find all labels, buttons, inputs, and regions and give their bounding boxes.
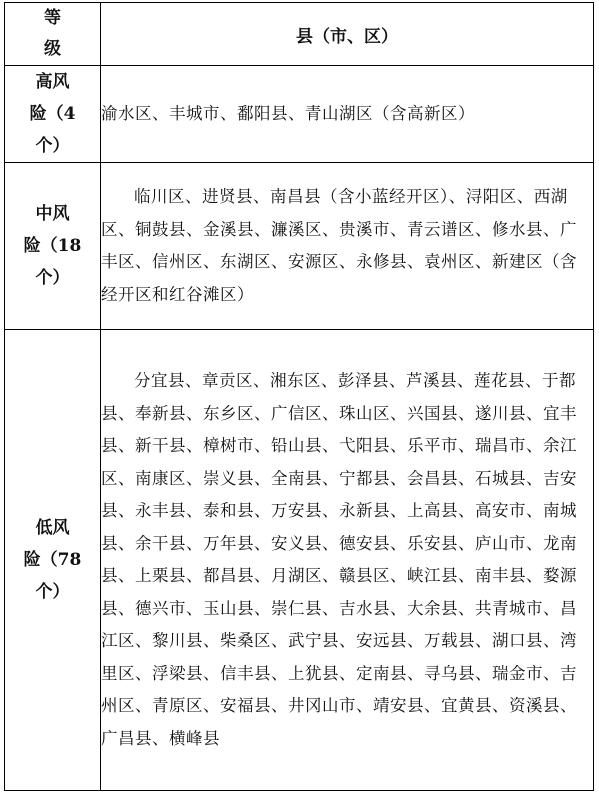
county-name: 会昌县: [407, 468, 458, 488]
county-name: 兴国县: [407, 403, 458, 423]
county-name: 资溪县: [509, 696, 560, 715]
list-separator: 、: [458, 566, 475, 585]
list-separator: 、: [475, 219, 492, 239]
county-name: 瑞金市: [492, 663, 543, 683]
list-separator: 、: [322, 436, 339, 455]
list-separator: 、: [458, 598, 475, 618]
county-name: 高安市: [475, 501, 526, 520]
list-separator: 、: [458, 436, 475, 455]
list-separator: 、: [135, 631, 152, 650]
list-separator: 、: [135, 252, 152, 271]
list-separator: 、: [254, 468, 271, 488]
list-separator: 、: [135, 696, 152, 715]
county-name: 吉州区: [101, 663, 577, 715]
county-name: 安源区: [288, 252, 339, 271]
county-name: 章贡区: [202, 371, 253, 390]
level-cell-high: [5, 66, 101, 163]
county-name: 南丰县: [475, 566, 526, 585]
county-name: 广昌县: [101, 728, 152, 748]
county-name: 共青城市: [475, 598, 543, 618]
county-name: 庐山市: [475, 533, 526, 553]
county-name: 奉新县: [135, 403, 186, 423]
county-name: 樟树市: [203, 436, 254, 455]
list-separator: 、: [186, 533, 203, 553]
list-separator: 、: [118, 468, 135, 488]
list-separator: 、: [271, 663, 288, 683]
county-name: 信州区: [152, 252, 203, 271]
list-separator: 、: [118, 403, 135, 423]
list-separator: 、: [203, 631, 220, 650]
county-name: 月湖区: [271, 566, 322, 585]
county-name: 于都县: [101, 371, 576, 423]
county-name: 全南县: [271, 468, 322, 488]
list-separator: 、: [407, 252, 424, 271]
list-separator: 、: [254, 219, 271, 239]
list-separator: 、: [254, 598, 271, 618]
county-name: 万载县: [424, 631, 475, 650]
county-name: 寻乌县: [424, 663, 475, 683]
county-name: 东湖区: [220, 252, 271, 271]
list-separator: 、: [543, 663, 560, 683]
county-name: 青云谱区: [407, 219, 475, 239]
list-separator: 、: [322, 566, 339, 585]
list-separator: 、: [118, 598, 135, 618]
county-name: 丰城市: [169, 103, 220, 123]
header-county-cell: 县（市、区）: [101, 3, 594, 66]
risk-level-table: [4, 2, 594, 791]
list-separator: 、: [220, 103, 237, 123]
county-name: 吉水县: [339, 598, 390, 618]
header-row: [5, 3, 594, 66]
counties-cell-high: [101, 66, 594, 163]
county-name: 余江区: [101, 436, 577, 488]
county-name: 青原区: [152, 696, 203, 715]
list-separator: 、: [322, 403, 339, 423]
list-separator: 、: [475, 663, 492, 683]
level-label-line: 个）: [35, 582, 70, 602]
county-name: 铜鼓县: [135, 219, 186, 239]
list-separator: 、: [339, 663, 356, 683]
list-separator: 、: [186, 598, 203, 618]
county-name: 湾里区: [101, 631, 577, 683]
county-name: 泰和县: [203, 501, 254, 520]
list-separator: 、: [526, 566, 543, 585]
level-label-line: 险（18: [23, 236, 82, 256]
list-separator: 、: [390, 219, 407, 239]
list-separator: 、: [457, 371, 474, 390]
header-level-cell: [5, 3, 101, 66]
row-low-risk: [5, 330, 594, 791]
county-name: 黎川县: [152, 631, 203, 650]
list-separator: 、: [254, 436, 271, 455]
list-separator: 、: [118, 436, 135, 455]
level-label-line: 中风: [35, 204, 70, 224]
county-name: 武宁县: [288, 631, 339, 650]
list-separator: 、: [339, 631, 356, 650]
list-separator: 、: [407, 631, 424, 650]
list-separator: 、: [322, 219, 339, 239]
list-separator: 、: [186, 436, 203, 455]
list-separator: 、: [186, 219, 203, 239]
county-name: 永修县: [356, 252, 407, 271]
list-separator: 、: [560, 696, 577, 715]
list-separator: 、: [356, 696, 373, 715]
county-name: 崇仁县: [271, 598, 322, 618]
county-name: 昌江区: [101, 598, 577, 650]
county-name: 万安县: [271, 501, 322, 520]
county-name: 弋阳县: [339, 436, 390, 455]
county-name: 德安县: [339, 533, 390, 553]
county-name: 分宜县: [134, 371, 185, 390]
list-separator: 、: [322, 501, 339, 520]
county-name: 上栗县: [135, 566, 186, 585]
list-separator: 、: [543, 598, 560, 618]
list-separator: 、: [135, 663, 152, 683]
list-separator: 、: [448, 187, 466, 206]
county-name: 珠山区: [339, 403, 390, 423]
list-separator: 、: [492, 696, 509, 715]
county-name: 铅山县: [271, 436, 322, 455]
county-name: 进贤县: [202, 187, 253, 206]
list-separator: 、: [203, 663, 220, 683]
county-name: 玉山县: [203, 598, 254, 618]
level-label-line: 个）: [35, 136, 70, 156]
county-name: 婺源县: [101, 566, 577, 618]
list-separator: 、: [322, 533, 339, 553]
list-separator: 、: [254, 403, 271, 423]
list-separator: 、: [526, 533, 543, 553]
county-name: 赣县区: [339, 566, 390, 585]
county-name: 湖口县: [492, 631, 543, 650]
county-name: 大余县: [407, 598, 458, 618]
county-name: 安福县: [220, 696, 271, 715]
county-name: 石城县: [475, 468, 526, 488]
county-name: 广丰区: [101, 219, 577, 271]
counties-cell-low: [101, 330, 594, 791]
county-name: 浔阳区: [465, 187, 517, 206]
county-name: 宁都县: [339, 468, 390, 488]
list-separator: 、: [526, 436, 543, 455]
level-label-line: 险（78: [23, 550, 82, 570]
list-separator: 、: [186, 468, 203, 488]
county-name: 柴桑区: [220, 631, 271, 650]
county-name: 安义县: [271, 533, 322, 553]
county-name: 南城县: [101, 501, 577, 553]
county-name: 濂溪区: [271, 219, 322, 239]
list-separator: 、: [186, 566, 203, 585]
row-medium-risk: [5, 163, 594, 330]
county-name: 莲花县: [474, 371, 525, 390]
county-name: 临川区: [134, 187, 185, 206]
level-cell-low: [5, 330, 101, 791]
county-name: 吉安县: [101, 468, 577, 520]
county-name: 崇义县: [203, 468, 254, 488]
list-separator: 、: [321, 371, 338, 390]
level-label-line: 低风: [35, 518, 70, 538]
county-name: 彭泽县: [338, 371, 389, 390]
list-separator: 、: [118, 533, 135, 553]
list-separator: 、: [458, 501, 475, 520]
list-separator: 、: [390, 501, 407, 520]
list-separator: 、: [271, 252, 288, 271]
county-name: 瑞昌市: [475, 436, 526, 455]
county-name: 都昌县: [203, 566, 254, 585]
list-separator: 、: [185, 187, 202, 206]
level-label-line: 险（4: [29, 104, 76, 124]
county-name: 宜丰县: [101, 403, 577, 455]
county-name: 鄱阳县: [237, 103, 288, 123]
county-name: 乐平市: [407, 436, 458, 455]
county-name: 西湖区: [101, 187, 568, 239]
county-name: 永新县: [339, 501, 390, 520]
county-name: 修水县: [492, 219, 543, 239]
county-name: 袁州区: [424, 252, 475, 271]
list-separator: 、: [186, 501, 203, 520]
level-label-line: 个）: [35, 268, 70, 288]
list-separator: 、: [390, 403, 407, 423]
list-separator: 、: [390, 533, 407, 553]
list-separator: 、: [118, 566, 135, 585]
county-name: 井冈山市: [288, 696, 356, 715]
list-separator: 、: [516, 187, 534, 206]
list-separator: 、: [390, 566, 407, 585]
county-name: 永丰县: [135, 501, 186, 520]
list-separator: 、: [254, 533, 271, 553]
list-separator: 、: [407, 663, 424, 683]
county-name: 上犹县: [288, 663, 339, 683]
list-separator: 、: [253, 187, 270, 206]
county-name: 乐安县: [407, 533, 458, 553]
list-separator: 、: [288, 103, 305, 123]
county-name: 遂川县: [475, 403, 526, 423]
list-separator: 、: [339, 252, 356, 271]
county-name: 上高县: [407, 501, 458, 520]
county-name: 靖安县: [373, 696, 424, 715]
list-separator: 、: [390, 468, 407, 488]
list-separator: 、: [525, 371, 542, 390]
county-name: 安远县: [356, 631, 407, 650]
county-name: 芦溪县: [406, 371, 457, 390]
county-name: 贵溪市: [339, 219, 390, 239]
county-name: 南昌县（含小蓝经开区）: [270, 187, 449, 206]
list-separator: 、: [475, 252, 492, 271]
county-name: 金溪县: [203, 219, 254, 239]
county-name: 湘东区: [270, 371, 321, 390]
list-separator: 、: [118, 501, 135, 520]
list-separator: 、: [526, 403, 543, 423]
county-name: 龙南县: [101, 533, 577, 585]
list-separator: 、: [322, 598, 339, 618]
list-separator: 、: [152, 103, 169, 123]
county-name: 南康区: [135, 468, 186, 488]
list-separator: 、: [526, 501, 543, 520]
list-separator: 、: [322, 468, 339, 488]
list-separator: 、: [526, 468, 543, 488]
list-separator: 、: [254, 566, 271, 585]
list-separator: 、: [543, 631, 560, 650]
list-separator: 、: [424, 696, 441, 715]
list-separator: 、: [186, 403, 203, 423]
county-name: 青山湖区（含高新区）: [305, 103, 475, 123]
list-separator: 、: [203, 252, 220, 271]
county-name: 宜黄县: [441, 696, 492, 715]
list-separator: 、: [390, 436, 407, 455]
level-cell-medium: [5, 163, 101, 330]
county-name: 浮梁县: [152, 663, 203, 683]
county-name: 峡江县: [407, 566, 458, 585]
list-separator: 、: [271, 631, 288, 650]
header-level-line2: 级: [44, 39, 61, 59]
list-separator: 、: [389, 371, 406, 390]
list-separator: 、: [185, 371, 202, 390]
list-separator: 、: [118, 219, 135, 239]
list-separator: 、: [390, 598, 407, 618]
county-name: 定南县: [356, 663, 407, 683]
list-separator: 、: [254, 501, 271, 520]
county-name: 新干县: [135, 436, 186, 455]
header-level-line1: 等: [44, 8, 61, 28]
list-separator: 、: [458, 468, 475, 488]
county-name: 信丰县: [220, 663, 271, 683]
list-separator: 、: [271, 696, 288, 715]
row-high-risk: [5, 66, 594, 163]
list-separator: 、: [458, 533, 475, 553]
list-separator: 、: [152, 728, 169, 748]
list-separator: 、: [203, 696, 220, 715]
list-separator: 、: [543, 219, 560, 239]
county-name: 新建区（含经开区和红谷滩区）: [101, 252, 577, 304]
counties-cell-medium: [101, 163, 594, 330]
list-separator: 、: [475, 631, 492, 650]
list-separator: 、: [253, 371, 270, 390]
county-name: 东乡区: [203, 403, 254, 423]
county-name: 德兴市: [135, 598, 186, 618]
county-name: 广信区: [271, 403, 322, 423]
level-label-line: 高风: [35, 72, 70, 92]
list-separator: 、: [458, 403, 475, 423]
county-name: 渝水区: [101, 103, 152, 123]
county-name: 横峰县: [169, 728, 220, 748]
county-name: 万年县: [203, 533, 254, 553]
county-name: 余干县: [135, 533, 186, 553]
